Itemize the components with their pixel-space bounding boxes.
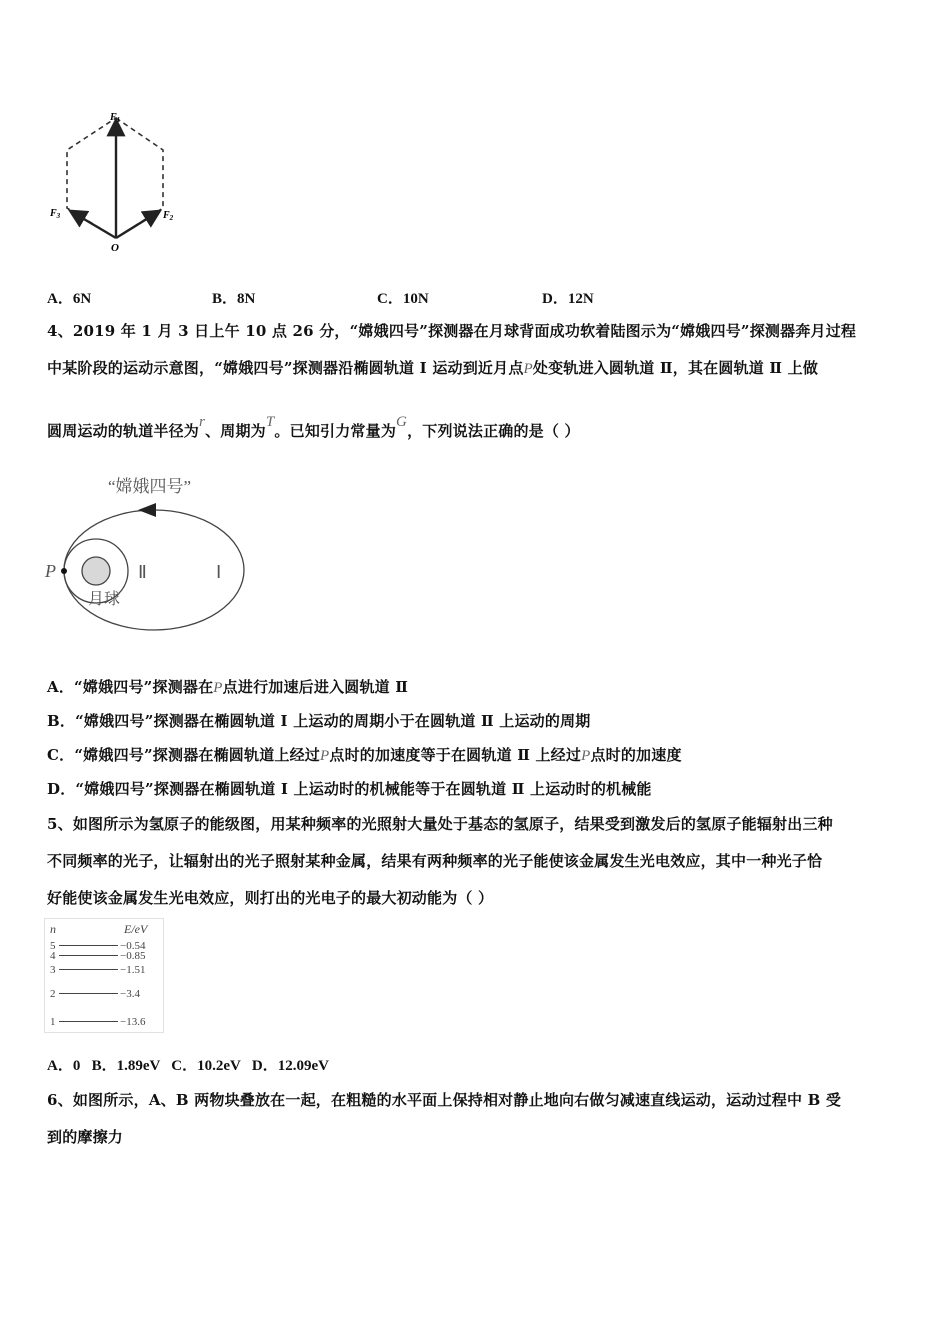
q5-options[interactable]: A．0 B．1.89eV C．10.2eV D．12.09eV: [47, 1058, 329, 1074]
q4-option-b[interactable]: B．“嫦娥四号”探测器在椭圆轨道 Ⅰ 上运动的周期小于在圆轨道 Ⅱ 上运动的周期: [47, 712, 591, 730]
svg-text:2: 2: [50, 988, 56, 1000]
force-f3-arrow: [72, 212, 116, 238]
q5-stem-line3: 好能使该金属发生光电效应，则打出的光电子的最大初动能为（ ）: [47, 889, 494, 907]
moon-icon: [82, 557, 110, 585]
svg-text:−13.6: −13.6: [120, 1016, 146, 1028]
label-f1: $F_1$: [110, 112, 121, 124]
q6-stem-line2: 到的摩擦力: [47, 1128, 124, 1146]
svg-text:1: 1: [50, 1016, 56, 1028]
level-3: [50, 964, 145, 976]
label-f2: $F_2$: [163, 210, 174, 222]
level-1: [50, 1016, 146, 1028]
svg-text:−0.54: −0.54: [120, 940, 146, 952]
svg-text:−1.51: −1.51: [120, 964, 146, 976]
probe-label: “嫦娥四号”: [108, 477, 192, 496]
q4-option-d[interactable]: D．“嫦娥四号”探测器在椭圆轨道 Ⅰ 上运动时的机械能等于在圆轨道 Ⅱ 上运动时的机械能: [47, 780, 652, 798]
q4-option-a[interactable]: A．“嫦娥四号”探测器在P点进行加速后进入圆轨道 Ⅱ: [47, 678, 409, 696]
q5-stem-line2: 不同频率的光子，让辐射出的光子照射某种金属，结果有两种频率的光子能使该金属发生光电效应，其中一种光子恰: [47, 852, 823, 870]
label-moon: 月球: [88, 591, 121, 608]
svg-text:−3.4: −3.4: [120, 988, 140, 1000]
level-2: [50, 988, 140, 1000]
svg-text:−0.85: −0.85: [120, 950, 146, 962]
q3-option-b[interactable]: B．8N: [212, 291, 256, 307]
svg-text:5: 5: [50, 940, 56, 952]
svg-text:3: 3: [50, 964, 56, 976]
level-4: [50, 950, 146, 962]
n-axis-label: n: [50, 922, 56, 936]
svg-text:4: 4: [50, 950, 56, 962]
orbit-diagram: [40, 470, 260, 640]
q3-option-d[interactable]: D．12N: [542, 291, 594, 307]
q4-stem-line1: 4、2019 年 1 月 3 日上午 10 点 26 分，“嫦娥四号”探测器在月球背面成功软着陆图示为“嫦娥四号”探测器奔月过程: [47, 322, 857, 340]
point-p-dot: [61, 568, 67, 574]
q4-stem-line2: 中某阶段的运动示意图，“嫦娥四号”探测器沿椭圆轨道 Ⅰ 运动到近月点P处变轨进入圆轨道 Ⅱ，其在圆轨道 Ⅱ 上做: [47, 359, 819, 377]
label-origin: O: [111, 242, 119, 254]
q6-stem-line1: 6、如图所示，A、B 两物块叠放在一起，在粗糙的水平面上保持相对静止地向右做匀减速直线运动，运动过程中 B 受: [47, 1091, 842, 1109]
label-orbit-2: Ⅱ: [138, 562, 147, 582]
q3-option-c[interactable]: C．10N: [377, 291, 429, 307]
q5-stem-line1: 5、如图所示为氢原子的能级图，用某种频率的光照射大量处于基态的氢原子，结果受到激发后的氢原子能辐射出三种: [47, 815, 833, 833]
q4-stem-line3: 圆周运动的轨道半径为r、周期为T。已知引力常量为G，下列说法正确的是（ ）: [47, 414, 580, 440]
force-diagram: [40, 100, 200, 260]
energy-level-diagram: [44, 918, 164, 1033]
energy-axis-label: E/eV: [124, 922, 148, 936]
force-f2-arrow: [116, 212, 158, 238]
probe-icon: [138, 503, 156, 517]
label-point-p: P: [45, 561, 56, 581]
label-orbit-1: Ⅰ: [216, 562, 222, 582]
label-f3: $F_3$: [50, 208, 61, 220]
q3-option-a[interactable]: A．6N: [47, 291, 92, 307]
q4-option-c[interactable]: C．“嫦娥四号”探测器在椭圆轨道上经过P点时的加速度等于在圆轨道 Ⅱ 上经过P点时的加速度: [47, 746, 682, 764]
